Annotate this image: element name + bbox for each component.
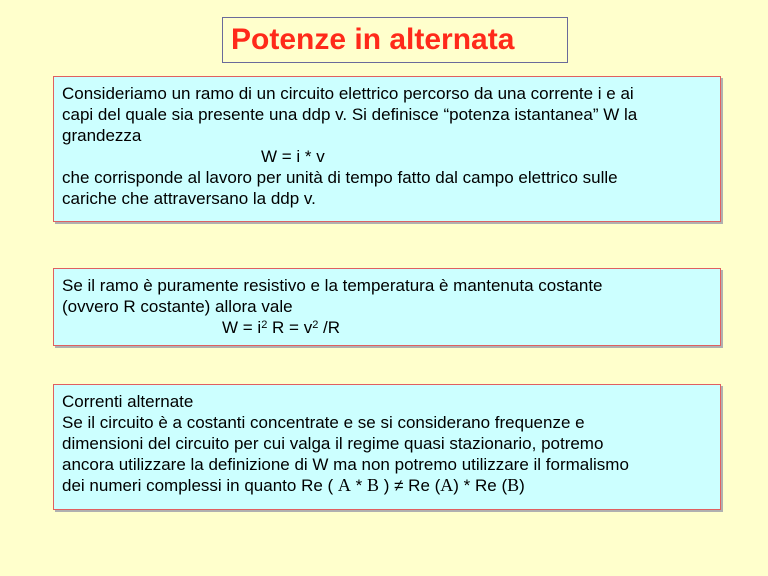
page-title: Potenze in alternata bbox=[231, 23, 515, 56]
symbol-b: B bbox=[366, 475, 379, 495]
resistive-formula bbox=[62, 317, 712, 338]
text-line: (ovvero R costante) allora vale bbox=[62, 297, 293, 316]
text-line: cariche che attraversano la ddp v. bbox=[62, 189, 316, 208]
formula-part: /R bbox=[318, 318, 341, 337]
text-line: che corrisponde al lavoro per unità di tempo fatto dal campo elettrico sulle bbox=[62, 168, 618, 187]
text-part: ) bbox=[519, 476, 525, 495]
symbol-a: A bbox=[440, 475, 454, 495]
resistive-box bbox=[53, 268, 721, 346]
text-line: capi del quale sia presente una ddp v. Si definisce “potenza istantanea” W la bbox=[62, 105, 638, 124]
title-box bbox=[222, 17, 568, 63]
formula-part: R = v bbox=[267, 318, 313, 337]
symbol-b: B bbox=[507, 475, 520, 495]
text-part: * bbox=[350, 476, 367, 495]
alternating-box bbox=[53, 384, 721, 510]
complex-formula-line bbox=[62, 475, 712, 496]
exponent: 2 bbox=[312, 319, 319, 331]
text-line: grandezza bbox=[62, 126, 142, 145]
definition-box bbox=[53, 76, 721, 222]
section-heading: Correnti alternate bbox=[62, 392, 194, 411]
text-line: dimensioni del circuito per cui valga il regime quasi stazionario, potremo bbox=[62, 434, 604, 453]
text-part: ) ≠ Re ( bbox=[379, 476, 441, 495]
text-line: Se il circuito è a costanti concentrate e se si considerano frequenze e bbox=[62, 413, 585, 432]
text-line: ancora utilizzare la definizione di W ma non potremo utilizzare il formalismo bbox=[62, 455, 629, 474]
formula-part: W = i bbox=[222, 318, 262, 337]
exponent: 2 bbox=[261, 319, 268, 331]
text-line: Se il ramo è puramente resistivo e la temperatura è mantenuta costante bbox=[62, 276, 603, 295]
text-part: dei numeri complessi in quanto Re ( bbox=[62, 476, 338, 495]
text-part: ) * Re ( bbox=[453, 476, 508, 495]
symbol-a: A bbox=[337, 475, 351, 495]
text-line: Consideriamo un ramo di un circuito elettrico percorso da una corrente i e ai bbox=[62, 84, 634, 103]
power-formula: W = i * v bbox=[261, 147, 325, 166]
